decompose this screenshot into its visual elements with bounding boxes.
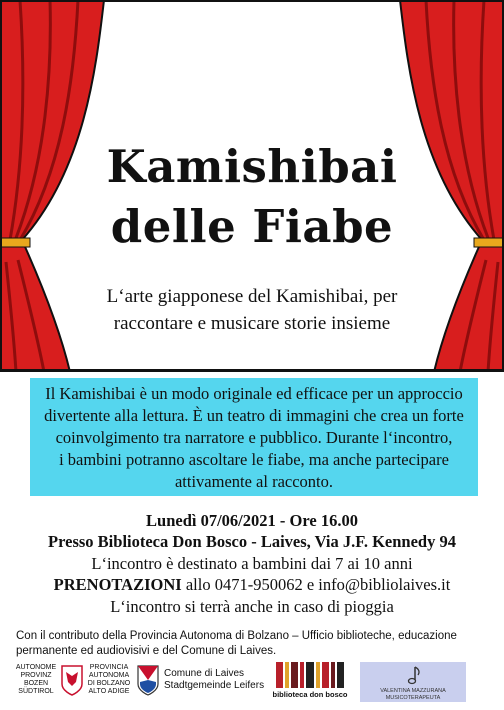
credit-line-2: permanente ed audiovisivi e del Comune di Laives. [16,645,277,657]
bozen-text-7: DI BOLZANO [87,680,131,687]
valentina-text [360,688,466,702]
event-place: Presso Biblioteca Don Bosco - Laives, Via J.F. Kennedy 94 [48,532,456,551]
bozen-text-5: PROVINCIA [89,664,129,671]
description-line-5: attivamente al racconto. [174,472,334,491]
event-booking [0,575,504,595]
description-box [30,378,478,496]
bozen-text-2: PROVINZ [20,672,52,679]
laives-text [164,668,264,692]
subtitle-line-1: L‘arte giapponese del Kamishibai, per [106,286,398,307]
logo-province-bolzano [14,662,132,702]
eagle-crest-icon [60,664,84,696]
description-line-1: Il Kamishibai è un modo originale ed efficace per un approccio [45,384,463,403]
description-line-3: coinvolgimento tra narratore e pubblico. Durante l‘incontro, [55,428,453,447]
title-line-2: delle Fiabe [110,200,394,253]
subtitle-line-2: raccontare e musicare storie insieme [113,313,391,334]
bozen-text-4: SÜDTIROL [18,688,54,695]
logo-comune-laives [134,662,270,702]
booking-label: PRENOTAZIONI [53,575,182,594]
music-note-icon [403,665,423,687]
logo-valentina-mazzurana [360,662,466,702]
title-line-1: Kamishibai [106,140,398,193]
bozen-text-6: AUTONOMA [88,672,130,679]
laives-crest-icon [136,664,160,696]
bozen-text-3: BOZEN [23,680,49,687]
book-spines-icon [276,662,344,688]
credit-line-1: Con il contributo della Provincia Autonoma di Bolzano – Ufficio biblioteche, educazione [16,630,457,642]
event-date: Lunedì 07/06/2021 - Ore 16.00 [146,511,358,530]
event-audience: L‘incontro è destinato a bambini dai 7 ai 10 anni [91,554,413,573]
logo-biblioteca-don-bosco [270,662,350,702]
bozen-italian-text [86,664,132,696]
bozen-text-1: AUTONOME [15,664,57,671]
description-line-4: i bambini potranno ascoltare le fiabe, ma anche partecipare [59,450,449,469]
footer-credit [16,629,494,659]
valentina-text-2: MUSICOTERAPEUTA [385,695,441,701]
description-text [40,383,468,493]
bozen-text-8: ALTO ADIGE [88,688,130,695]
laives-text-1: Comune di Laives [164,668,245,679]
bozen-german-text [14,664,58,696]
event-rain-note: L‘incontro si terrà anche in caso di pioggia [110,597,394,616]
laives-text-2: Stadtgemeinde Leifers [164,680,265,691]
valentina-text-1: VALENTINA MAZZURANA [380,688,446,694]
description-line-2: divertente alla lettura. È un teatro di immagini che crea un forte [44,406,464,425]
booking-contact[interactable]: allo 0471-950062 e info@bibliolaives.it [181,575,451,594]
biblio-text: biblioteca don bosco [272,690,348,699]
